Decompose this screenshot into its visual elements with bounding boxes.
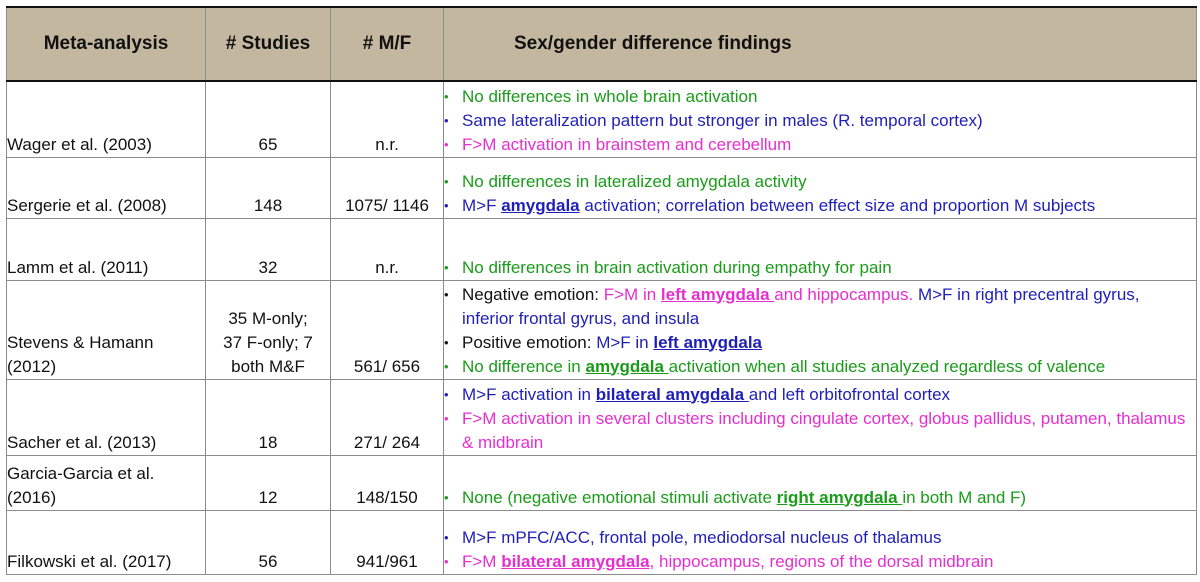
- finding-bullet: [444, 407, 1196, 455]
- meta-analysis-table-container: [6, 6, 1197, 575]
- bullet-dot-icon: •: [444, 259, 449, 275]
- bullet-dot-icon: •: [444, 489, 449, 505]
- findings-list: [444, 170, 1196, 218]
- findings-list: [444, 256, 1196, 280]
- study-cell: Garcia-Garcia et al. (2016): [7, 455, 206, 510]
- bullet-dot-icon: •: [444, 334, 449, 350]
- finding-text: F>M activation in brainstem and cerebellum: [462, 134, 792, 154]
- header-meta-analysis: Meta-analysis: [7, 7, 206, 81]
- study-cell: Lamm et al. (2011): [7, 218, 206, 280]
- study-cell: Wager et al. (2003): [7, 81, 206, 157]
- finding-bullet: [444, 170, 1196, 194]
- finding-text: M>F in right precentral gyrus, inferior frontal gyrus, and insula: [462, 284, 1140, 328]
- finding-highlight: amygdala: [585, 356, 669, 376]
- finding-text: and left orbitofrontal cortex: [748, 384, 951, 404]
- finding-highlight: right amygdala: [776, 487, 903, 507]
- bullet-dot-icon: •: [444, 386, 449, 402]
- finding-text: No differences in brain activation during empathy for pain: [462, 257, 892, 277]
- study-cell: Filkowski et al. (2017): [7, 510, 206, 574]
- finding-highlight: left amygdala: [653, 332, 762, 352]
- finding-text: , hippocampus, regions of the dorsal midbrain: [649, 551, 994, 571]
- bullet-dot-icon: •: [444, 286, 449, 302]
- finding-bullet: [444, 85, 1196, 109]
- study-cell: Sacher et al. (2013): [7, 379, 206, 455]
- studies-count-cell: 35 M-only; 37 F-only; 7 both M&F: [206, 280, 331, 379]
- findings-cell: [444, 510, 1197, 574]
- mf-cell: 271/ 264: [331, 379, 444, 455]
- bullet-dot-icon: •: [444, 88, 449, 104]
- finding-text: F>M in: [603, 284, 661, 304]
- finding-text: Negative emotion:: [462, 284, 604, 304]
- finding-bullet: [444, 256, 1196, 280]
- mf-cell: 941/961: [331, 510, 444, 574]
- finding-bullet: [444, 194, 1196, 218]
- bullet-dot-icon: •: [444, 173, 449, 189]
- mf-cell: 148/150: [331, 455, 444, 510]
- findings-cell: [444, 455, 1197, 510]
- finding-bullet: [444, 550, 1196, 574]
- findings-cell: [444, 218, 1197, 280]
- header-findings: Sex/gender difference findings: [444, 7, 1197, 81]
- finding-text: activation; correlation between effect size and proportion M subjects: [579, 195, 1096, 215]
- table-row: [7, 280, 1197, 379]
- finding-bullet: [444, 486, 1196, 510]
- mf-cell: n.r.: [331, 81, 444, 157]
- studies-count-cell: 65: [206, 81, 331, 157]
- finding-text: Positive emotion:: [462, 332, 597, 352]
- mf-cell: 561/ 656: [331, 280, 444, 379]
- mf-cell: 1075/ 1146: [331, 157, 444, 218]
- finding-text: No difference in: [462, 356, 586, 376]
- studies-count-cell: 12: [206, 455, 331, 510]
- table-row: [7, 510, 1197, 574]
- findings-list: [444, 526, 1196, 574]
- studies-count-cell: 148: [206, 157, 331, 218]
- finding-text: M>F mPFC/ACC, frontal pole, mediodorsal nucleus of thalamus: [462, 527, 942, 547]
- finding-text: No differences in lateralized amygdala activity: [462, 171, 807, 191]
- table-row: [7, 218, 1197, 280]
- finding-text: Same lateralization pattern but stronger in males (R. temporal cortex): [462, 110, 983, 130]
- finding-text: in both M and F): [902, 487, 1027, 507]
- table-row: [7, 379, 1197, 455]
- finding-text: No differences in whole brain activation: [462, 86, 758, 106]
- finding-text: F>M: [462, 551, 502, 571]
- bullet-dot-icon: •: [444, 358, 449, 374]
- bullet-dot-icon: •: [444, 529, 449, 545]
- study-cell: Sergerie et al. (2008): [7, 157, 206, 218]
- finding-text: M>F in: [596, 332, 654, 352]
- findings-list: [444, 85, 1196, 157]
- table-row: [7, 455, 1197, 510]
- studies-count-cell: 56: [206, 510, 331, 574]
- finding-bullet: [444, 355, 1196, 379]
- finding-bullet: [444, 283, 1196, 331]
- finding-text: None (negative emotional stimuli activate: [462, 487, 777, 507]
- finding-highlight: amygdala: [501, 195, 580, 215]
- header-row: [7, 7, 1197, 81]
- findings-cell: [444, 157, 1197, 218]
- finding-highlight: bilateral amygdala: [595, 384, 749, 404]
- findings-cell: [444, 280, 1197, 379]
- studies-count-cell: 18: [206, 379, 331, 455]
- findings-list: [444, 283, 1196, 379]
- finding-text: activation when all studies analyzed regardless of valence: [668, 356, 1106, 376]
- finding-text: and hippocampus.: [774, 284, 918, 304]
- mf-cell: n.r.: [331, 218, 444, 280]
- bullet-dot-icon: •: [444, 136, 449, 152]
- bullet-dot-icon: •: [444, 112, 449, 128]
- finding-bullet: [444, 109, 1196, 133]
- findings-cell: [444, 379, 1197, 455]
- finding-bullet: [444, 526, 1196, 550]
- header-mf: # M/F: [331, 7, 444, 81]
- finding-text: M>F: [462, 195, 502, 215]
- bullet-dot-icon: •: [444, 197, 449, 213]
- table-row: [7, 157, 1197, 218]
- finding-text: F>M activation in several clusters including cingulate cortex, globus pallidus, putamen, thalamus & midbrain: [462, 408, 1186, 452]
- findings-list: [444, 486, 1196, 510]
- findings-list: [444, 383, 1196, 455]
- table-row: [7, 81, 1197, 157]
- findings-cell: [444, 81, 1197, 157]
- finding-bullet: [444, 331, 1196, 355]
- finding-bullet: [444, 133, 1196, 157]
- header-studies: # Studies: [206, 7, 331, 81]
- bullet-dot-icon: •: [444, 553, 449, 569]
- bullet-dot-icon: •: [444, 410, 449, 426]
- finding-bullet: [444, 383, 1196, 407]
- meta-analysis-table: [6, 6, 1197, 575]
- finding-text: M>F activation in: [462, 384, 596, 404]
- study-cell: Stevens & Hamann (2012): [7, 280, 206, 379]
- finding-highlight: left amygdala: [660, 284, 775, 304]
- studies-count-cell: 32: [206, 218, 331, 280]
- finding-highlight: bilateral amygdala: [501, 551, 650, 571]
